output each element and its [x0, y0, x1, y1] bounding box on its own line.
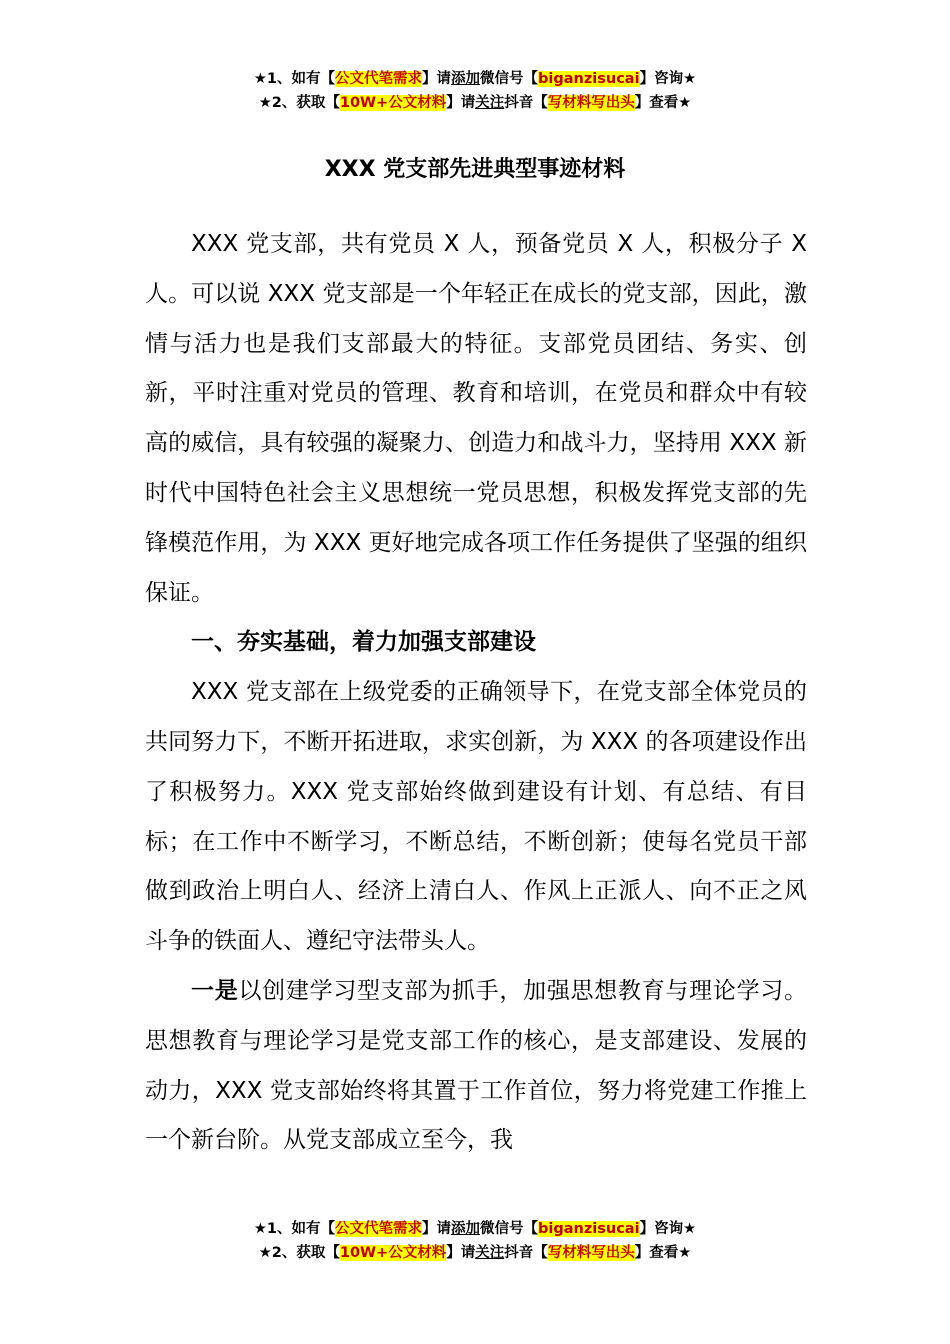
notice-text: ★2、获取【 [258, 1245, 340, 1261]
notice-highlight: biganzisucai [538, 1221, 640, 1237]
notice-underline: 添加 [451, 1221, 481, 1237]
notice-underline: 添加 [451, 71, 481, 87]
notice-underline: 关注 [475, 1245, 505, 1261]
document-title: XXX 党支部先进典型事迹材料 [324, 157, 626, 182]
notice-underline: 关注 [475, 95, 505, 111]
header-notice [0, 67, 950, 115]
notice-highlight: biganzisucai [538, 71, 640, 87]
notice-text: 】请 [446, 95, 476, 111]
notice-text: 微信号【 [480, 1221, 539, 1237]
notice-text: 】查看★ [634, 95, 692, 111]
notice-highlight: 10W+公文材料 [339, 1245, 447, 1261]
paragraph-section-1: XXX 党支部在上级党委的正确领导下，在党支部全体党员的共同努力下，不断开拓进取，求实创新，为 XXX 的各项建设作出了积极努力。XXX 党支部始终做到建设有计划、有总结、有目标；在工作中不断学习，不断总结，不断创新；使每名党员干部做到政治上明白人、经济上清白人、作风上正派人、向不正之风斗争的铁面人、遵纪守法带头人。 [145, 679, 807, 955]
point-lead: 一是 [191, 977, 239, 1004]
notice-highlight: 写材料写出头 [547, 1245, 635, 1261]
notice-highlight: 公文代笔需求 [335, 1221, 423, 1237]
notice-text: ★2、获取【 [258, 95, 340, 111]
paragraph-intro: XXX 党支部，共有党员 X 人，预备党员 X 人，积极分子 X 人。可以说 XXX 党支部是一个年轻正在成长的党支部，因此，激情与活力也是我们支部最大的特征。支部党员团结、务实、创新，平时注重对党员的管理、教育和培训，在党员和群众中有较高的威信，具有较强的凝聚力、创造力和战斗力，坚持用 XXX 新时代中国特色社会主义思想统一党员思想，积极发挥党支部的先锋模范作用，为 XXX 更好地完成各项工作任务提供了坚强的组织保证。 [145, 231, 807, 606]
notice-line-1 [0, 67, 950, 91]
notice-text: ★1、如有【 [253, 1221, 336, 1237]
notice-line-1 [0, 1217, 950, 1241]
notice-text: ★1、如有【 [253, 71, 336, 87]
notice-highlight: 写材料写出头 [547, 95, 635, 111]
document-body [145, 220, 807, 1166]
point-text: 以创建学习型支部为抓手，加强思想教育与理论学习。思想教育与理论学习是党支部工作的核心，是支部建设、发展的动力，XXX 党支部始终将其置于工作首位，努力将党建工作推上一个新台阶。从党支部成立至今，我 [145, 977, 808, 1154]
footer-notice [0, 1217, 950, 1265]
notice-text: 】咨询★ [639, 71, 697, 87]
notice-line-2 [0, 1241, 950, 1265]
paragraph-point-1 [145, 967, 807, 1166]
notice-text: 】咨询★ [639, 1221, 697, 1237]
notice-text: 】查看★ [634, 1245, 692, 1261]
notice-highlight: 公文代笔需求 [335, 71, 423, 87]
notice-text: 】请 [422, 1221, 452, 1237]
notice-text: 】请 [422, 71, 452, 87]
notice-highlight: 10W+公文材料 [339, 95, 447, 111]
notice-text: 】请 [446, 1245, 476, 1261]
notice-text: 微信号【 [480, 71, 539, 87]
section-heading-1: 一、夯实基础，着力加强支部建设 [191, 629, 536, 656]
notice-text: 抖音【 [504, 1245, 548, 1261]
notice-text: 抖音【 [504, 95, 548, 111]
notice-line-2 [0, 91, 950, 115]
